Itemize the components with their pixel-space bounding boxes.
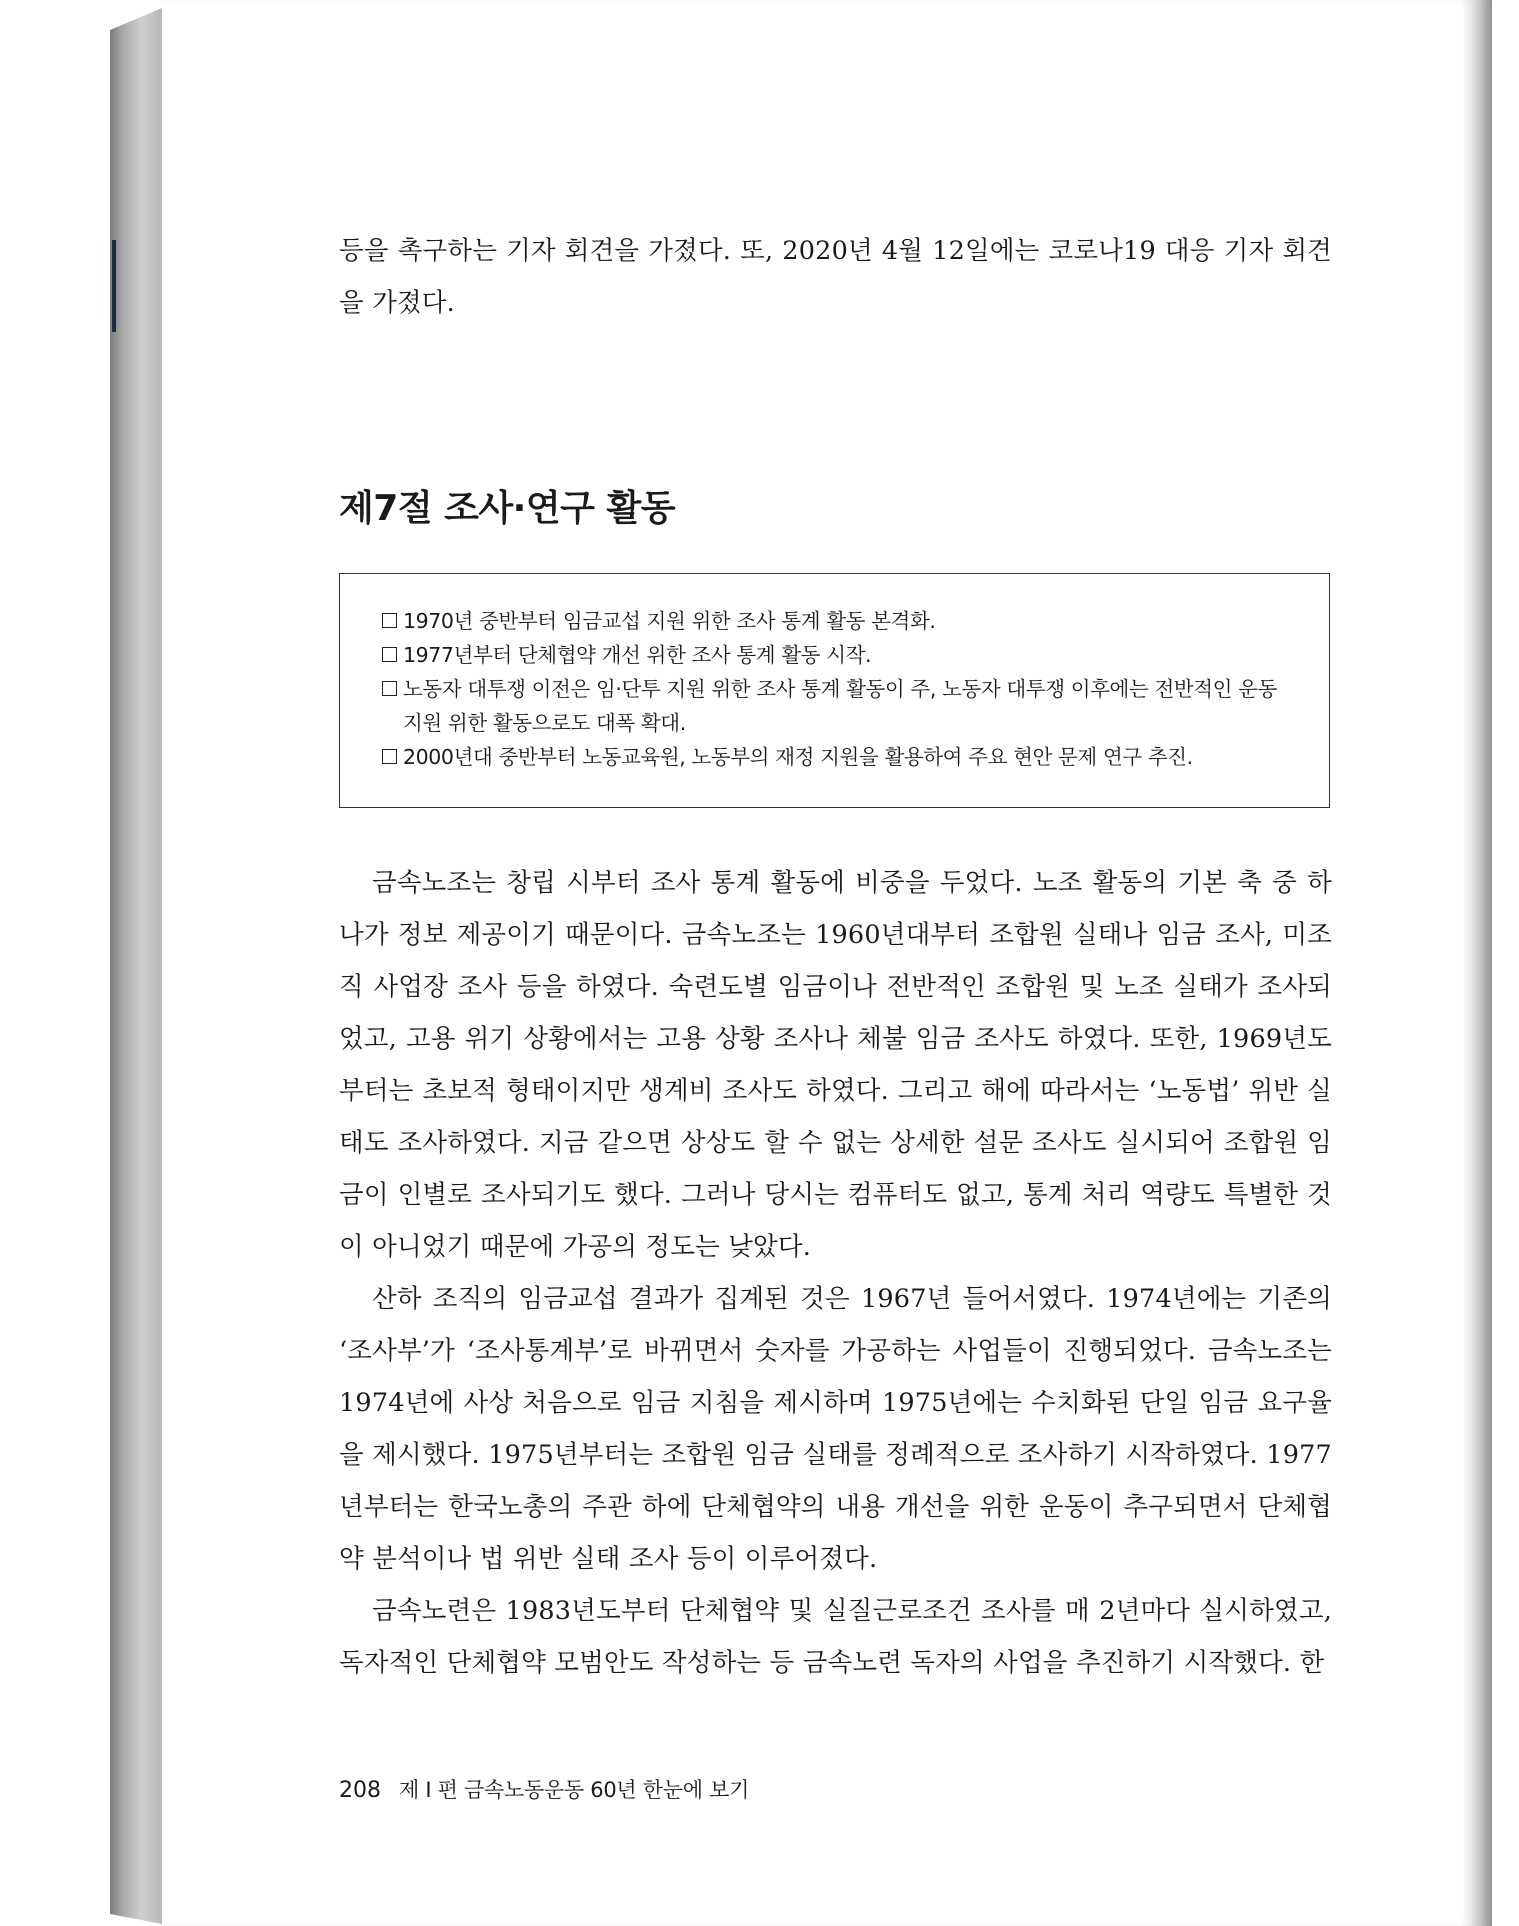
- checkbox-icon: [382, 749, 397, 764]
- spine-marker: [112, 240, 116, 332]
- checkbox-icon: [382, 681, 397, 696]
- main-body-text: [339, 857, 1332, 1689]
- summary-item: [382, 740, 1289, 774]
- summary-item: [382, 672, 1289, 740]
- summary-item-text: 노동자 대투쟁 이전은 임·단투 지원 위한 조사 통계 활동이 주, 노동자 대투쟁 이후에는 전반적인 운동 지원 위한 활동으로도 대폭 확대.: [403, 677, 1277, 735]
- book-spine-edge: [110, 8, 162, 1924]
- summary-box: [339, 573, 1330, 808]
- summary-item-text: 2000년대 중반부터 노동교육원, 노동부의 재정 지원을 활용하여 주요 현안 문제 연구 추진.: [403, 745, 1193, 769]
- body-paragraph: 금속노련은 1983년도부터 단체협약 및 실질근로조건 조사를 매 2년마다 실시하였고, 독자적인 단체협약 모범안도 작성하는 등 금속노련 독자의 사업을 추진하기 시작했다. 한: [339, 1596, 1332, 1678]
- page-gutter-shadow: [1462, 0, 1492, 1926]
- body-paragraph: 산하 조직의 임금교섭 결과가 집계된 것은 1967년 들어서였다. 1974년에는 기존의 ‘조사부’가 ‘조사통계부’로 바뀌면서 숫자를 가공하는 사업들이 진행되었다. 금속노조는 1974년에 사상 처음으로 임금 지침을 제시하며 1975년에는 수치화된 단일 임금 요구율을 제시했다. 1975년부터는 조합원 임금 실태를 정례적으로 조사하기 시작하였다. 1977년부터는 한국노총의 주관 하에 단체협약의 내용 개선을 위한 운동이 추구되면서 단체협약 분석이나 법 위반 실태 조사 등이 이루어졌다.: [339, 1284, 1332, 1574]
- checkbox-icon: [382, 613, 397, 628]
- body-paragraph: 금속노조는 창립 시부터 조사 통계 활동에 비중을 두었다. 노조 활동의 기본 축 중 하나가 정보 제공이기 때문이다. 금속노조는 1960년대부터 조합원 실태나 임금 조사, 미조직 사업장 조사 등을 하였다. 숙련도별 임금이나 전반적인 조합원 및 노조 실태가 조사되었고, 고용 위기 상황에서는 고용 상황 조사나 체불 임금 조사도 하였다. 또한, 1969년도부터는 초보적 형태이지만 생계비 조사도 하였다. 그리고 해에 따라서는 ‘노동법’ 위반 실태도 조사하였다. 지금 같으면 상상도 할 수 없는 상세한 설문 조사도 실시되어 조합원 임금이 인별로 조사되기도 했다. 그러나 당시는 컴퓨터도 없고, 통계 처리 역량도 특별한 것이 아니었기 때문에 가공의 정도는 낮았다.: [339, 868, 1332, 1262]
- summary-item-text: 1970년 중반부터 임금교섭 지원 위한 조사 통계 활동 본격화.: [403, 609, 936, 633]
- section-title: 제7절 조사·연구 활동: [339, 488, 675, 529]
- summary-item: [382, 638, 1289, 672]
- summary-item: [382, 604, 1289, 638]
- intro-paragraph: 등을 촉구하는 기자 회견을 가졌다. 또, 2020년 4월 12일에는 코로나19 대응 기자 회견을 가졌다.: [339, 236, 1332, 318]
- intro-paragraph-block: [339, 225, 1332, 329]
- summary-item-text: 1977년부터 단체협약 개선 위한 조사 통계 활동 시작.: [403, 643, 872, 667]
- page-footer: [339, 1774, 749, 1804]
- checkbox-icon: [382, 647, 397, 662]
- page-number: 208: [339, 1778, 381, 1803]
- running-footer-title: 제 I 편 금속노동운동 60년 한눈에 보기: [399, 1778, 750, 1802]
